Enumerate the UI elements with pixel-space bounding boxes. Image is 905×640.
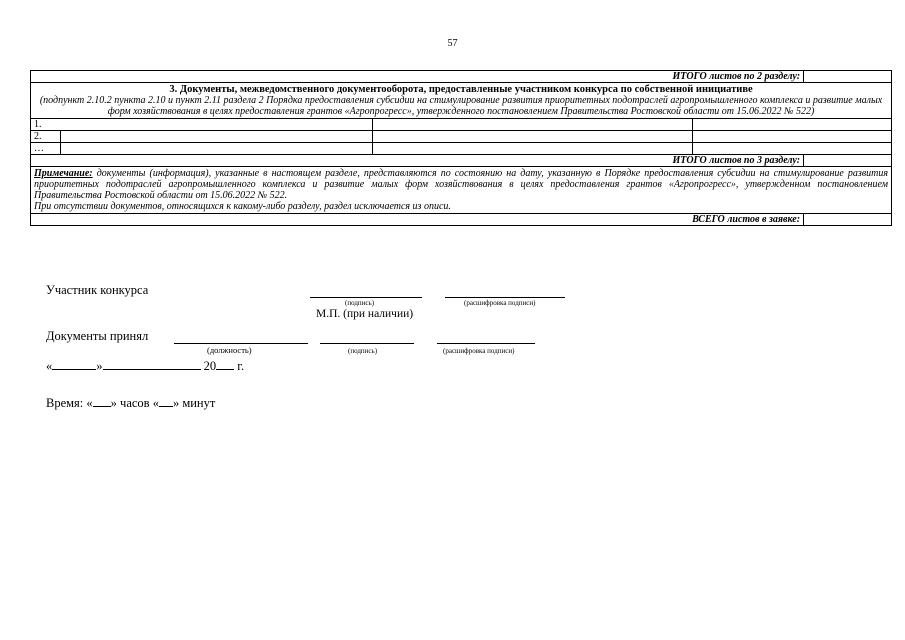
month-blank xyxy=(103,357,201,370)
total-section3-value xyxy=(804,155,892,167)
participant-signature-caption: (подпись) xyxy=(345,299,375,307)
note-text-2: При отсутствии документов, относящихся к какому-либо разделу, раздел исключается из описи. xyxy=(34,201,451,212)
grand-total-value xyxy=(804,214,892,226)
position-line xyxy=(174,343,308,344)
participant-decoding-caption: (расшифровка подписи) xyxy=(464,299,536,307)
row-cell xyxy=(61,131,373,143)
minutes-blank xyxy=(159,394,173,407)
participant-label: Участник конкурса xyxy=(46,283,149,297)
accepted-signature-line xyxy=(320,343,414,344)
year-suffix: г. xyxy=(237,359,245,373)
day-blank xyxy=(52,357,96,370)
time-prefix: Время: « xyxy=(46,396,93,410)
grand-total-row xyxy=(31,214,892,226)
row-number: … xyxy=(31,143,61,155)
row-cell xyxy=(693,119,892,131)
row-cell xyxy=(61,143,373,155)
date-line xyxy=(46,357,244,374)
note-cell xyxy=(31,167,892,214)
time-line xyxy=(46,394,215,411)
time-middle: » часов « xyxy=(110,396,159,410)
section3-header-row xyxy=(31,83,892,119)
row-cell xyxy=(693,143,892,155)
note-text: документы (информация), указанные в настоящем разделе, представляются по состоянию на дату, указанную в Порядке предоставления субсидии на стимулирование развития приоритетных подотраслей агропромышленного комплекса и развитие малых форм хозяйствования в целях предоставления грантов «Агропрогресс», утвержденном постановлением Правительства Ростовской области от 15.06.2022 № 522. xyxy=(34,168,889,201)
note-label: Примечание: xyxy=(34,168,93,179)
section3-header xyxy=(31,83,892,119)
year-blank xyxy=(216,357,234,370)
total-section2-row xyxy=(31,71,892,83)
total-section3-row xyxy=(31,155,892,167)
section3-title: 3. Документы, межведомственного документооборота, предоставленные участником конкурса по собственной инициативе xyxy=(169,84,753,95)
note-row xyxy=(31,167,892,214)
participant-signature-line xyxy=(310,297,422,298)
grand-total-label: ВСЕГО листов в заявке: xyxy=(31,214,804,226)
table-row xyxy=(31,131,892,143)
row-cell xyxy=(373,143,693,155)
stamp-label: М.П. (при наличии) xyxy=(316,308,414,320)
year-prefix: 20 xyxy=(203,359,217,373)
hours-blank xyxy=(93,394,111,407)
participant-decoding-line xyxy=(445,297,565,298)
row-number: 1. xyxy=(31,119,373,131)
total-section3-label: ИТОГО листов по 3 разделу: xyxy=(31,155,804,167)
table-row xyxy=(31,143,892,155)
total-section2-value xyxy=(804,71,892,83)
total-section2-label: ИТОГО листов по 2 разделу: xyxy=(31,71,804,83)
accepted-decoding-line xyxy=(437,343,535,344)
accepted-decoding-caption: (расшифровка подписи) xyxy=(443,347,515,355)
row-cell xyxy=(373,131,693,143)
documents-table xyxy=(30,70,892,226)
time-suffix: » минут xyxy=(172,396,216,410)
date-close-quote: » xyxy=(96,359,103,373)
page-number: 57 xyxy=(447,38,458,49)
row-cell xyxy=(373,119,693,131)
accepted-signature-caption: (подпись) xyxy=(348,347,378,355)
row-cell xyxy=(693,131,892,143)
date-open-quote: « xyxy=(46,359,53,373)
position-caption: (должность) xyxy=(207,345,252,355)
section3-subtitle: (подпункт 2.10.2 пункта 2.10 и пункт 2.11 раздела 2 Порядка предоставления субсидии на стимулирование развития приоритетных подотраслей агропромышленного комплекса и развитие малых форм хозяйствования в целях предоставления грантов «Агропрогресс», утвержденного постановлением Правительства Ростовской области от 15.06.2022 № 522) xyxy=(39,95,883,117)
row-number: 2. xyxy=(31,131,61,143)
accepted-label: Документы принял xyxy=(46,329,149,343)
table-row xyxy=(31,119,892,131)
